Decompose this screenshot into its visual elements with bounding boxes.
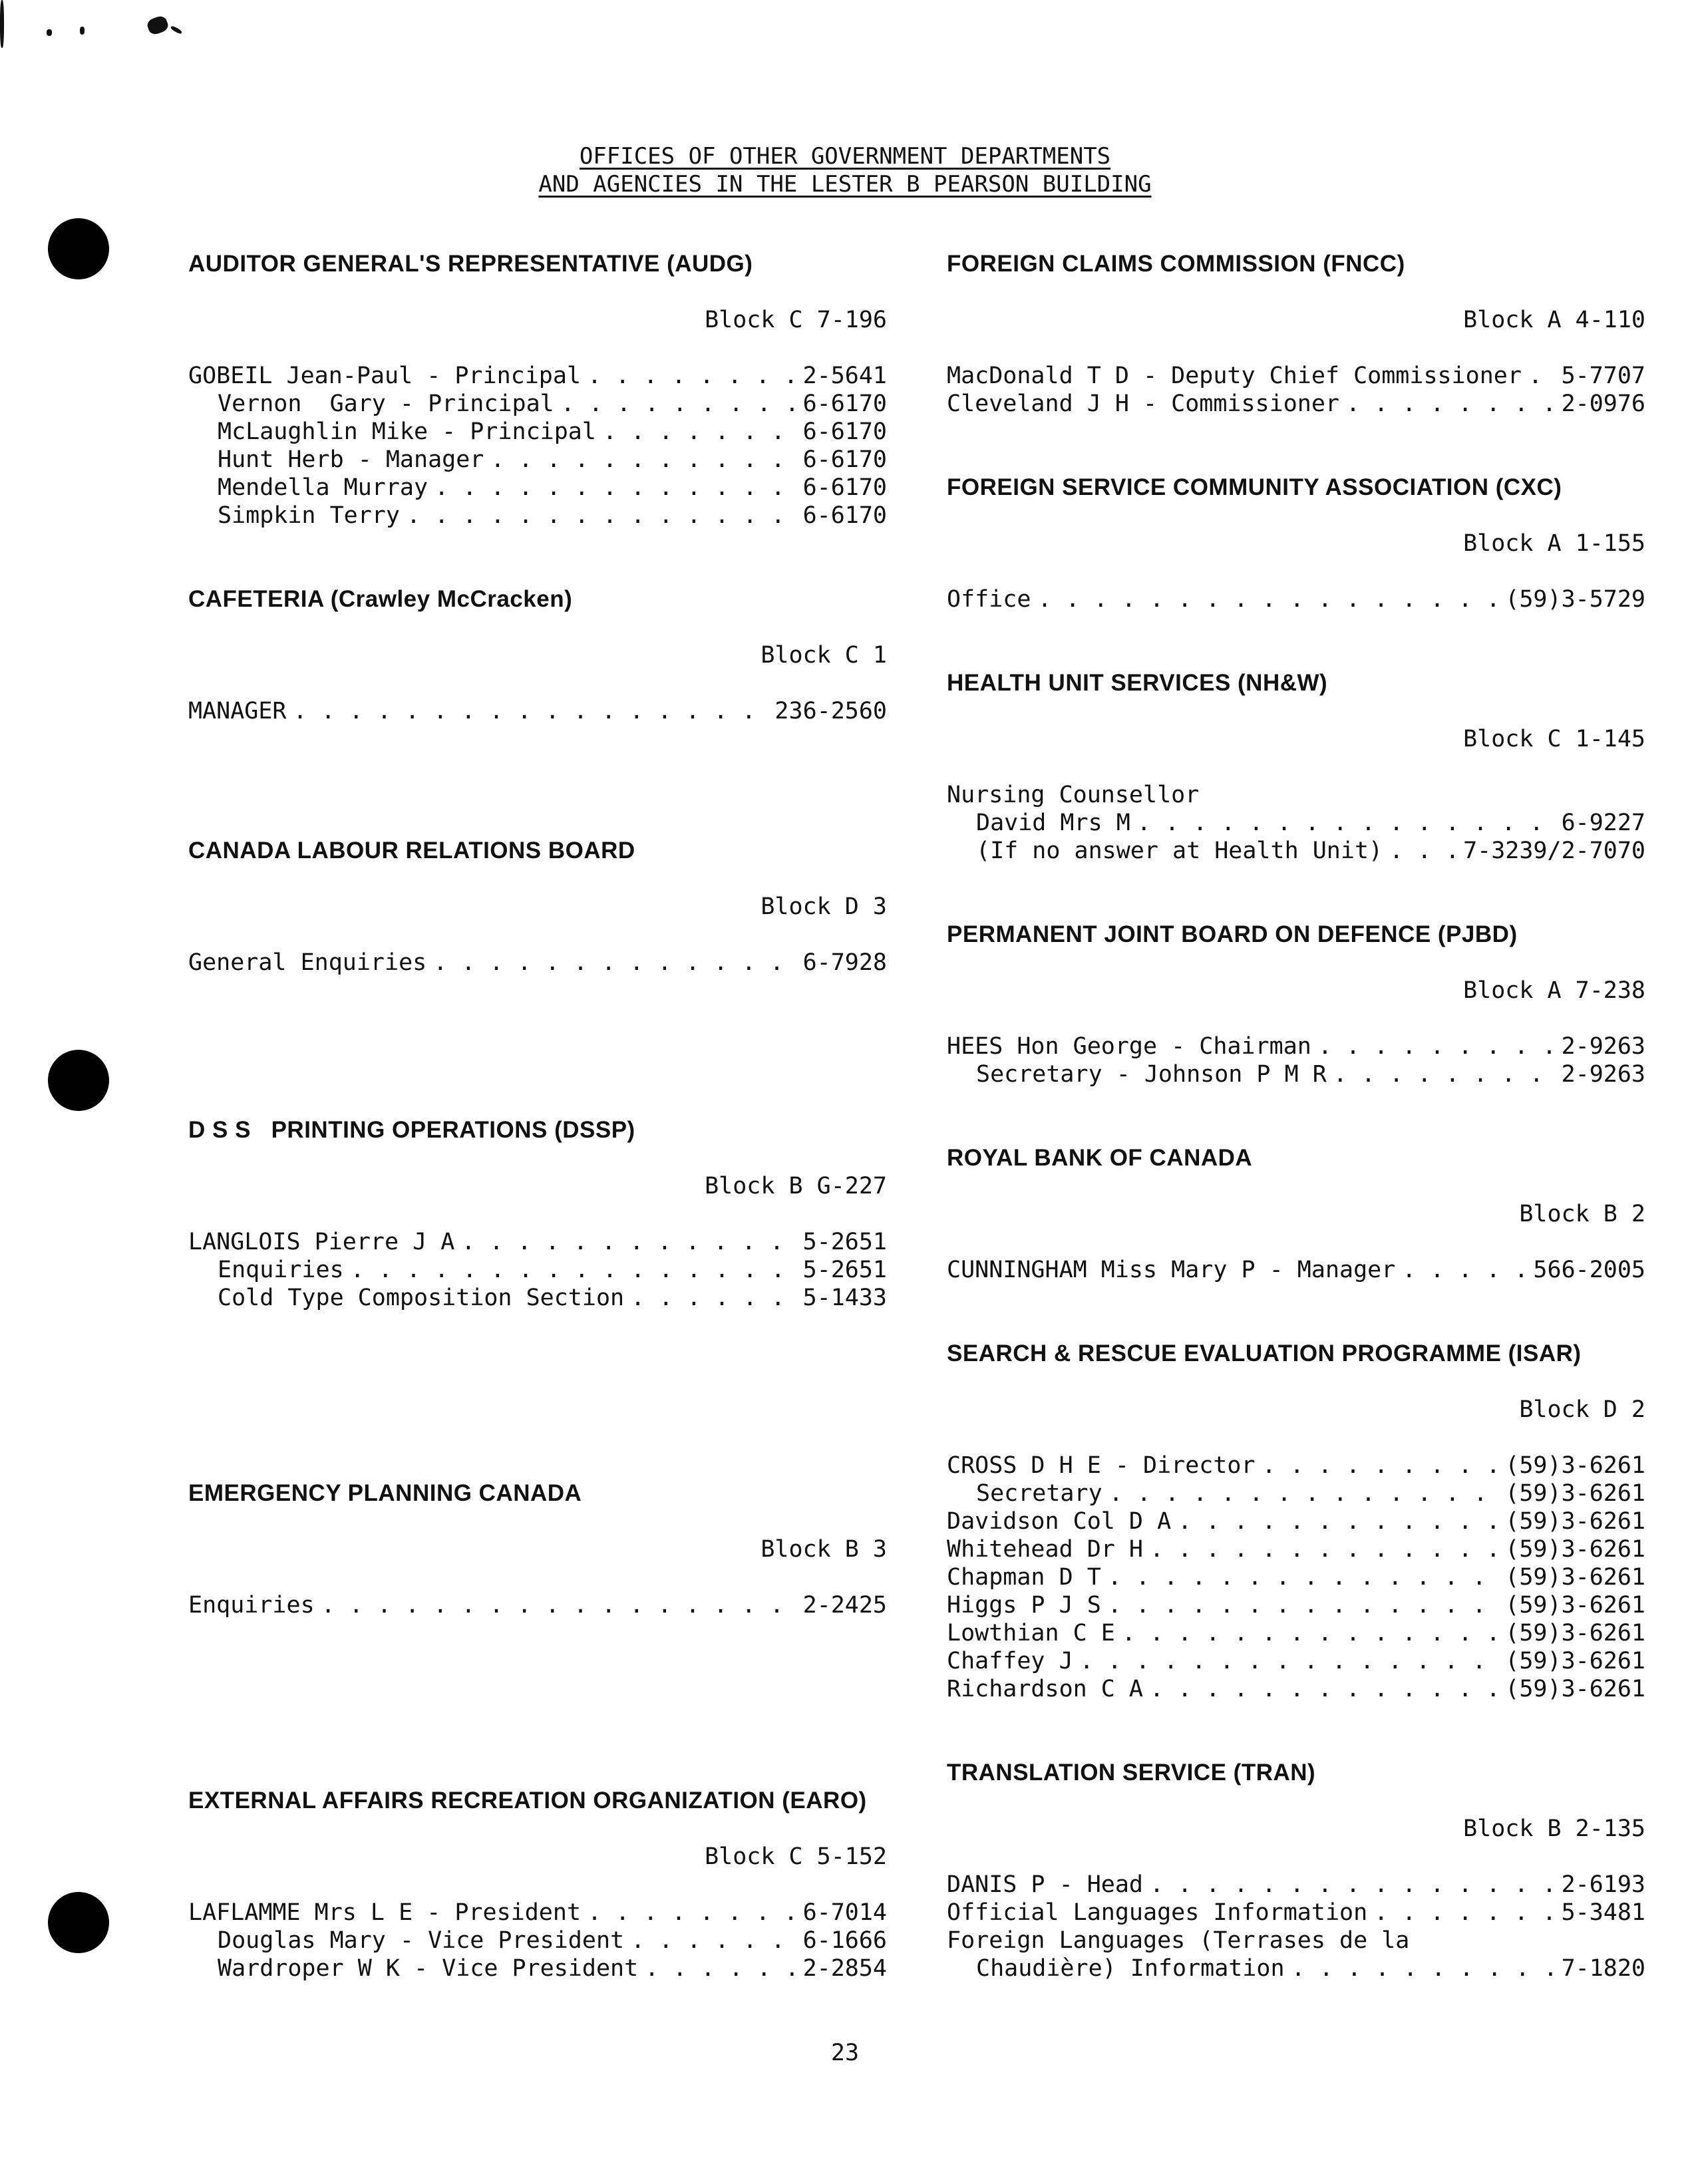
- directory-entry: [188, 949, 887, 977]
- leader-dots: [1150, 1871, 1555, 1899]
- entry-continued-name: Foreign Languages (Terrases de la: [947, 1927, 1410, 1954]
- leader-dots: [1150, 1675, 1498, 1703]
- block-location: Block D 3: [760, 893, 887, 920]
- entry-name: LANGLOIS Pierre J A: [188, 1229, 455, 1255]
- block-location: Block B G-227: [705, 1173, 887, 1199]
- directory-entry: [188, 446, 887, 474]
- entry-phone: 6-6170: [802, 446, 887, 473]
- leader-dots: [561, 390, 796, 418]
- scan-speck: [0, 0, 4, 48]
- entry-phone: 6-7928: [802, 949, 887, 976]
- leader-dots: [1108, 1563, 1498, 1591]
- entry-phone: 5-2651: [802, 1229, 887, 1255]
- section-royal-bank: [947, 1144, 1645, 1284]
- leader-dots: [1080, 1647, 1499, 1675]
- entry-name: Douglas Mary - Vice President: [218, 1927, 625, 1954]
- leader-dots: [1389, 837, 1456, 865]
- entry-phone: (59)3-6261: [1505, 1536, 1645, 1563]
- directory-entry: [947, 837, 1645, 865]
- section-title: TRANSLATION SERVICE (TRAN): [947, 1760, 1316, 1786]
- entry-name: MacDonald T D - Deputy Chief Commissioner: [947, 363, 1522, 389]
- directory-entry: [947, 809, 1645, 837]
- left-column: [188, 250, 887, 1982]
- section-auditor-general: [188, 250, 887, 530]
- entry-phone: (59)3-6261: [1505, 1480, 1645, 1507]
- leader-dots: [1528, 362, 1555, 390]
- entry-name: Official Languages Information: [947, 1899, 1368, 1926]
- entry-name: David Mrs M: [976, 810, 1130, 836]
- section-isar: [947, 1340, 1645, 1703]
- entry-phone: 2-2854: [802, 1955, 887, 1982]
- entry-phone: 2-5641: [802, 363, 887, 389]
- directory-entry: [947, 1954, 1645, 1982]
- directory-entry: [947, 585, 1645, 613]
- leader-dots: [588, 362, 796, 390]
- section-title: EMERGENCY PLANNING CANADA: [188, 1480, 582, 1506]
- directory-entry: [947, 362, 1645, 390]
- directory-entry: [947, 1871, 1645, 1899]
- entry-name: Mendella Murray: [218, 474, 428, 501]
- entry-phone: (59)3-6261: [1505, 1508, 1645, 1535]
- directory-entry: [947, 1032, 1645, 1060]
- section-earo: [188, 1787, 887, 1982]
- block-location: Block D 2: [1519, 1396, 1645, 1423]
- entry-name: Simpkin Terry: [218, 502, 400, 529]
- directory-entry: [188, 697, 887, 725]
- leader-dots: [434, 474, 796, 502]
- entry-phone: 7-3239/2-7070: [1463, 838, 1645, 864]
- block-location: Block B 2-135: [1463, 1815, 1645, 1842]
- right-column: [947, 250, 1645, 1982]
- block-location: Block C 1: [760, 642, 887, 669]
- directory-entry: [188, 418, 887, 446]
- punch-hole-bottom: [48, 1892, 109, 1953]
- entry-phone: 6-7014: [802, 1899, 887, 1926]
- entry-phone: (59)3-6261: [1505, 1564, 1645, 1591]
- section-canada-labour: [188, 837, 887, 977]
- leader-dots: [490, 446, 796, 474]
- directory-entry: [188, 1591, 887, 1619]
- leader-dots: [1137, 809, 1555, 837]
- scan-speck: [146, 15, 170, 37]
- leader-dots: [321, 1591, 796, 1619]
- entry-name: Vernon Gary - Principal: [218, 390, 554, 417]
- section-fsca: [947, 474, 1645, 613]
- section-foreign-claims: [947, 250, 1645, 418]
- title-line-2: AND AGENCIES IN THE LESTER B PEARSON BUILDING: [538, 171, 1152, 198]
- entry-phone: 566-2005: [1533, 1257, 1645, 1283]
- entry-name: Richardson C A: [947, 1676, 1144, 1702]
- directory-entry: [947, 1591, 1645, 1619]
- leader-dots: [1108, 1591, 1498, 1619]
- block-location: Block C 5-152: [705, 1843, 887, 1870]
- directory-entry: [188, 474, 887, 502]
- scan-speck: [170, 25, 183, 35]
- entry-phone: 2-9263: [1561, 1061, 1645, 1088]
- entry-name: (If no answer at Health Unit): [976, 838, 1383, 864]
- scan-speck: [80, 27, 84, 35]
- leader-dots: [1178, 1507, 1498, 1535]
- leader-dots: [1262, 1452, 1499, 1480]
- leader-dots: [1037, 585, 1498, 613]
- entry-name: Whitehead Dr H: [947, 1536, 1144, 1563]
- section-title: EXTERNAL AFFAIRS RECREATION ORGANIZATION (EARO): [188, 1788, 867, 1813]
- leader-dots: [1109, 1480, 1499, 1507]
- entry-phone: 5-7707: [1561, 363, 1645, 389]
- block-location: Block C 7-196: [705, 307, 887, 333]
- entry-phone: 2-2425: [802, 1592, 887, 1619]
- entry-phone: 6-1666: [802, 1927, 887, 1954]
- punch-hole-top: [48, 218, 109, 279]
- entry-name: Davidson Col D A: [947, 1508, 1172, 1535]
- entry-phone: 2-9263: [1561, 1033, 1645, 1060]
- leader-dots: [603, 418, 796, 446]
- section-title: CAFETERIA (Crawley McCracken): [188, 586, 573, 612]
- section-title: FOREIGN CLAIMS COMMISSION (FNCC): [947, 251, 1405, 277]
- entry-phone: (59)3-6261: [1505, 1452, 1645, 1479]
- directory-entry: [947, 1535, 1645, 1563]
- entry-subheading: Nursing Counsellor: [947, 782, 1200, 808]
- directory-entry: [947, 1452, 1645, 1480]
- block-location: Block A 7-238: [1463, 977, 1645, 1004]
- leader-dots: [631, 1284, 796, 1312]
- section-title: CANADA LABOUR RELATIONS BOARD: [188, 838, 635, 863]
- page-number: 23: [830, 2040, 860, 2066]
- punch-hole-middle: [48, 1050, 109, 1111]
- section-title: SEARCH & RESCUE EVALUATION PROGRAMME (ISAR): [947, 1340, 1582, 1366]
- entry-name: Chapman D T: [947, 1564, 1101, 1591]
- leader-dots: [407, 502, 796, 530]
- directory-entry: [188, 502, 887, 530]
- entry-name: Secretary - Johnson P M R: [976, 1061, 1327, 1088]
- directory-entry: [188, 1954, 887, 1982]
- directory-entry: [188, 390, 887, 418]
- section-title: PERMANENT JOINT BOARD ON DEFENCE (PJBD): [947, 921, 1518, 947]
- entry-phone: 6-6170: [802, 418, 887, 445]
- entry-phone: (59)3-6261: [1505, 1592, 1645, 1619]
- leader-dots: [1122, 1619, 1498, 1647]
- block-location: Block B 3: [760, 1536, 887, 1563]
- section-pjbd: [947, 921, 1645, 1088]
- title-line-1: OFFICES OF OTHER GOVERNMENT DEPARTMENTS: [579, 143, 1111, 170]
- entry-name: Cold Type Composition Section: [218, 1285, 625, 1311]
- leader-dots: [433, 949, 796, 977]
- entry-phone: 5-2651: [802, 1257, 887, 1283]
- entry-name: CROSS D H E - Director: [947, 1452, 1256, 1479]
- directory-entry: [188, 1899, 887, 1927]
- entry-phone: 6-9227: [1561, 810, 1645, 836]
- directory-entry: [947, 1060, 1645, 1088]
- leader-dots: [1402, 1256, 1526, 1284]
- page-title: [0, 142, 1690, 198]
- entry-name: HEES Hon George - Chairman: [947, 1033, 1311, 1060]
- entry-phone: 6-6170: [802, 502, 887, 529]
- leader-dots: [1346, 390, 1555, 418]
- entry-phone: 5-1433: [802, 1285, 887, 1311]
- entry-name: Enquiries: [188, 1592, 315, 1619]
- directory-entry: [947, 1675, 1645, 1703]
- leader-dots: [645, 1954, 796, 1982]
- directory-entry: [947, 1647, 1645, 1675]
- entry-phone: 5-3481: [1561, 1899, 1645, 1926]
- directory-entry: [947, 390, 1645, 418]
- leader-dots: [1150, 1535, 1498, 1563]
- block-location: Block C 1-145: [1463, 726, 1645, 752]
- directory-entry: [188, 1927, 887, 1954]
- entry-name: LAFLAMME Mrs L E - President: [188, 1899, 582, 1926]
- entry-name: GOBEIL Jean-Paul - Principal: [188, 363, 582, 389]
- entry-name: Enquiries: [218, 1257, 344, 1283]
- leader-dots: [1291, 1954, 1555, 1982]
- leader-dots: [293, 697, 768, 725]
- directory-entry: [188, 362, 887, 390]
- directory-entry: [188, 1256, 887, 1284]
- directory-entry: [188, 1228, 887, 1256]
- block-location: Block A 1-155: [1463, 530, 1645, 557]
- entry-phone: 2-0976: [1561, 390, 1645, 417]
- entry-name: Chaudière) Information: [976, 1955, 1285, 1982]
- entry-phone: (59)3-6261: [1505, 1620, 1645, 1646]
- directory-entry: [947, 1256, 1645, 1284]
- leader-dots: [1318, 1032, 1555, 1060]
- entry-phone: (59)3-6261: [1505, 1676, 1645, 1702]
- entry-phone: 6-6170: [802, 474, 887, 501]
- entry-name: CUNNINGHAM Miss Mary P - Manager: [947, 1257, 1396, 1283]
- section-cafeteria: [188, 585, 887, 725]
- entry-phone: 236-2560: [774, 698, 887, 724]
- section-dss-printing: [188, 1116, 887, 1312]
- section-title: D S S PRINTING OPERATIONS (DSSP): [188, 1117, 635, 1143]
- entry-name: General Enquiries: [188, 949, 427, 976]
- leader-dots: [1374, 1899, 1554, 1927]
- block-location: Block B 2: [1519, 1201, 1645, 1227]
- section-title: AUDITOR GENERAL'S REPRESENTATIVE (AUDG): [188, 251, 753, 277]
- leader-dots: [588, 1899, 796, 1927]
- directory-entry: [188, 1284, 887, 1312]
- leader-dots: [1333, 1060, 1555, 1088]
- section-health-unit: [947, 669, 1645, 865]
- section-title: ROYAL BANK OF CANADA: [947, 1145, 1253, 1171]
- section-emergency-planning: [188, 1480, 887, 1619]
- leader-dots: [461, 1228, 796, 1256]
- entry-name: Chaffey J: [947, 1648, 1073, 1674]
- entry-name: Cleveland J H - Commissioner: [947, 390, 1340, 417]
- section-title: HEALTH UNIT SERVICES (NH&W): [947, 670, 1328, 696]
- entry-name: Secretary: [976, 1480, 1102, 1507]
- entry-name: DANIS P - Head: [947, 1871, 1144, 1898]
- leader-dots: [351, 1256, 796, 1284]
- section-translation: [947, 1759, 1645, 1982]
- entry-name: McLaughlin Mike - Principal: [218, 418, 596, 445]
- entry-name: Higgs P J S: [947, 1592, 1101, 1619]
- entry-phone: (59)3-6261: [1505, 1648, 1645, 1674]
- directory-entry: [947, 1507, 1645, 1535]
- entry-phone: (59)3-5729: [1505, 586, 1645, 613]
- leader-dots: [631, 1927, 796, 1954]
- directory-entry: [947, 1563, 1645, 1591]
- entry-name: Hunt Herb - Manager: [218, 446, 484, 473]
- directory-entry: [947, 1480, 1645, 1507]
- entry-phone: 2-6193: [1561, 1871, 1645, 1898]
- entry-name: MANAGER: [188, 698, 287, 724]
- entry-phone: 7-1820: [1561, 1955, 1645, 1982]
- entry-name: Wardroper W K - Vice President: [218, 1955, 639, 1982]
- directory-entry: [947, 1619, 1645, 1647]
- entry-name: Lowthian C E: [947, 1620, 1115, 1646]
- scan-speck: [47, 29, 52, 36]
- entry-phone: 6-6170: [802, 390, 887, 417]
- directory-entry: [947, 1899, 1645, 1927]
- entry-name: Office: [947, 586, 1031, 613]
- section-title: FOREIGN SERVICE COMMUNITY ASSOCIATION (CXC): [947, 474, 1562, 500]
- block-location: Block A 4-110: [1463, 307, 1645, 333]
